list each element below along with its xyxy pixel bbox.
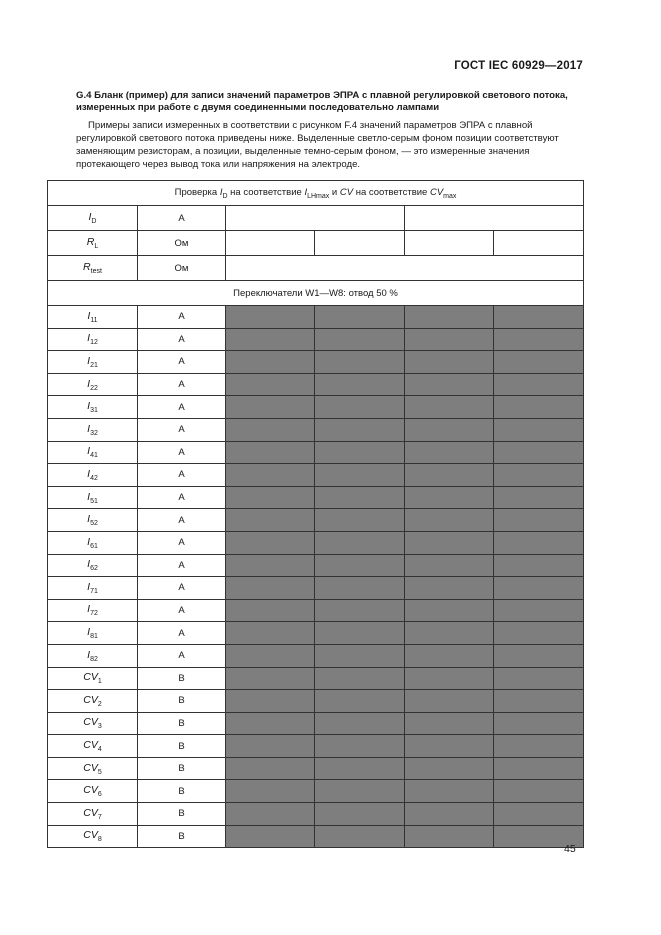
resistor-cell[interactable] [315,231,405,256]
measured-value-cell[interactable] [494,712,584,735]
measured-value-cell[interactable] [494,373,584,396]
switches-label: Переключатели W1—W8: отвод 50 % [48,281,584,306]
quantity-symbol: $I_{32}$ [48,418,138,441]
measured-value-cell[interactable] [226,306,315,329]
measured-value-cell[interactable] [226,328,315,351]
measured-value-cell[interactable] [226,486,315,509]
measured-value-cell[interactable] [494,351,584,374]
table-row [48,735,584,758]
quantity-symbol: $I_{62}$ [48,554,138,577]
section-heading: G.4 Бланк (пример) для записи значений параметров ЭПРА с плавной регулировкой светового потока, измеренных при работе с двумя соединенными последовательно лампами [76,90,568,113]
quantity-symbol: $CV_5$ [48,757,138,780]
measured-value-cell[interactable] [405,464,494,487]
quantity-unit: В [138,757,226,780]
section-paragraph: Примеры записи измеренных в соответствии с рисунком F.4 значений параметров ЭПРА с плавной регулировкой светового потока приведены ниже. Выделенные светло-серым фоном позиции соответствуют заменяющим резисторам, а позиции, выделенные темно-серым фоном, — это измеренные значения протекающего через вывод тока или напряжения на электроде. [76,120,559,170]
measured-value-cell[interactable] [405,622,494,645]
measured-value-cell[interactable] [494,735,584,758]
measured-value-cell[interactable] [226,690,315,713]
measured-value-cell[interactable] [315,667,405,690]
measured-value-cell[interactable] [494,757,584,780]
table-row [48,825,584,848]
measured-value-cell[interactable] [226,351,315,374]
quantity-unit: А [138,418,226,441]
quantity-unit: В [138,825,226,848]
quantity-symbol: $I_{82}$ [48,644,138,667]
measured-value-cell[interactable] [226,712,315,735]
measured-value-cell[interactable] [226,531,315,554]
quantity-unit: А [138,441,226,464]
table-row [48,599,584,622]
measured-value-cell[interactable] [405,418,494,441]
param-symbol: $R_{test}$ [48,256,138,281]
measured-value-cell[interactable] [494,396,584,419]
measured-value-cell[interactable] [315,464,405,487]
table-row [48,531,584,554]
quantity-unit: А [138,328,226,351]
measurement-form-table [47,180,584,848]
measured-value-cell[interactable] [494,622,584,645]
quantity-symbol: $I_{12}$ [48,328,138,351]
table-row [48,554,584,577]
table-title: Проверка $I_D$ на соответствие $I_{LHmax}$ и CV на соответствие $CV_{max}$ [48,181,584,206]
quantity-symbol: $I_{22}$ [48,373,138,396]
table-row [48,667,584,690]
quantity-unit: А [138,351,226,374]
measured-value-cell[interactable] [405,531,494,554]
measured-value-cell[interactable] [405,306,494,329]
table-row [48,757,584,780]
quantity-symbol: $CV_6$ [48,780,138,803]
quantity-unit: А [138,396,226,419]
measured-value-cell[interactable] [226,780,315,803]
table-row [48,780,584,803]
quantity-symbol: $I_{21}$ [48,351,138,374]
measured-value-cell[interactable] [315,712,405,735]
measured-value-cell[interactable] [315,509,405,532]
quantity-unit: В [138,712,226,735]
measured-value-cell[interactable] [405,509,494,532]
table-row [48,373,584,396]
standard-designation: ГОСТ IEC 60929—2017 [454,60,583,72]
table-row [48,644,584,667]
measured-value-cell[interactable] [226,418,315,441]
measured-value-cell[interactable] [494,441,584,464]
measured-value-cell[interactable] [494,418,584,441]
measured-value-cell[interactable] [405,554,494,577]
quantity-symbol: $CV_4$ [48,735,138,758]
quantity-symbol: $I_{61}$ [48,531,138,554]
quantity-unit: А [138,599,226,622]
quantity-symbol: $I_{52}$ [48,509,138,532]
quantity-unit: А [138,464,226,487]
table-row [48,690,584,713]
quantity-symbol: $I_{72}$ [48,599,138,622]
measured-value-cell[interactable] [315,780,405,803]
quantity-symbol: $I_{41}$ [48,441,138,464]
resistor-cell[interactable] [494,231,584,256]
resistor-cell[interactable] [405,231,494,256]
quantity-unit: А [138,577,226,600]
measured-value-cell[interactable] [494,554,584,577]
measured-value-cell[interactable] [405,803,494,826]
measured-value-cell[interactable] [315,531,405,554]
quantity-symbol: $CV_3$ [48,712,138,735]
measured-value-cell[interactable] [494,486,584,509]
measured-value-cell[interactable] [226,441,315,464]
measured-value-cell[interactable] [315,441,405,464]
measured-value-cell[interactable] [405,351,494,374]
measured-value-cell[interactable] [494,509,584,532]
table-row [48,418,584,441]
quantity-unit: А [138,373,226,396]
table-row [48,441,584,464]
measured-value-cell[interactable] [405,486,494,509]
measured-value-cell[interactable] [315,554,405,577]
measured-value-cell[interactable] [315,373,405,396]
table-row [48,712,584,735]
table-row [48,486,584,509]
measured-value-cell[interactable] [226,554,315,577]
measured-value-cell[interactable] [405,757,494,780]
measured-value-cell[interactable] [226,735,315,758]
measured-value-cell[interactable] [315,396,405,419]
measured-value-cell[interactable] [315,599,405,622]
measured-value-cell[interactable] [405,825,494,848]
quantity-symbol: $I_{31}$ [48,396,138,419]
measured-value-cell[interactable] [494,328,584,351]
measured-value-cell[interactable] [494,780,584,803]
quantity-symbol: $I_{42}$ [48,464,138,487]
quantity-unit: В [138,735,226,758]
measured-value-cell[interactable] [405,441,494,464]
quantity-symbol: $CV_2$ [48,690,138,713]
quantity-symbol: $I_{81}$ [48,622,138,645]
quantity-symbol: $CV_1$ [48,667,138,690]
resistor-cell[interactable] [226,231,315,256]
measured-value-cell[interactable] [315,486,405,509]
quantity-symbol: $CV_7$ [48,803,138,826]
quantity-symbol: $I_{51}$ [48,486,138,509]
measured-value-cell[interactable] [494,599,584,622]
param-row-id [48,206,584,231]
measured-value-cell[interactable] [494,306,584,329]
param-unit: А [138,206,226,231]
measured-value-cell[interactable] [226,509,315,532]
quantity-unit: А [138,644,226,667]
measured-value-cell[interactable] [405,667,494,690]
measured-value-cell[interactable] [405,644,494,667]
value-cell[interactable] [226,206,405,231]
table-row [48,803,584,826]
measured-value-cell[interactable] [315,306,405,329]
measured-value-cell[interactable] [315,690,405,713]
measured-value-cell[interactable] [226,464,315,487]
measured-value-cell[interactable] [226,803,315,826]
table-row [48,351,584,374]
measured-value-cell[interactable] [405,690,494,713]
table-row [48,577,584,600]
quantity-unit: А [138,554,226,577]
measured-value-cell[interactable] [494,667,584,690]
table-row [48,328,584,351]
measured-value-cell[interactable] [226,757,315,780]
measured-value-cell[interactable] [405,780,494,803]
measured-value-cell[interactable] [226,373,315,396]
measured-value-cell[interactable] [315,351,405,374]
measured-value-cell[interactable] [405,577,494,600]
measured-value-cell[interactable] [405,328,494,351]
resistor-cell[interactable] [226,256,584,281]
measured-value-cell[interactable] [405,735,494,758]
quantity-unit: В [138,780,226,803]
measured-value-cell[interactable] [226,825,315,848]
quantity-symbol: $I_{71}$ [48,577,138,600]
param-symbol: $I_D$ [48,206,138,231]
quantity-unit: А [138,622,226,645]
measured-value-cell[interactable] [315,825,405,848]
quantity-unit: А [138,306,226,329]
measured-value-cell[interactable] [315,577,405,600]
param-unit: Ом [138,231,226,256]
measured-value-cell[interactable] [226,599,315,622]
measured-value-cell[interactable] [494,577,584,600]
measured-value-cell[interactable] [405,712,494,735]
quantity-unit: В [138,803,226,826]
quantity-unit: В [138,667,226,690]
measured-value-cell[interactable] [315,622,405,645]
table-row [48,464,584,487]
measured-value-cell[interactable] [226,622,315,645]
measured-value-cell[interactable] [405,599,494,622]
table-row [48,622,584,645]
measured-value-cell[interactable] [315,735,405,758]
measured-value-cell[interactable] [315,328,405,351]
quantity-unit: А [138,486,226,509]
page-number: 45 [564,843,576,855]
measured-value-cell[interactable] [494,803,584,826]
value-cell[interactable] [405,206,584,231]
param-row-rl [48,231,584,256]
measured-value-cell[interactable] [315,803,405,826]
param-unit: Ом [138,256,226,281]
measured-value-cell[interactable] [315,757,405,780]
param-row-rtest [48,256,584,281]
measured-value-cell[interactable] [226,577,315,600]
measured-value-cell[interactable] [494,644,584,667]
measured-value-cell[interactable] [226,667,315,690]
quantity-unit: В [138,690,226,713]
quantity-unit: А [138,509,226,532]
param-symbol: $R_L$ [48,231,138,256]
table-row [48,306,584,329]
measured-value-cell[interactable] [226,644,315,667]
table-row [48,396,584,419]
measured-value-cell[interactable] [226,396,315,419]
quantity-unit: А [138,531,226,554]
quantity-symbol: $CV_8$ [48,825,138,848]
quantity-symbol: $I_{11}$ [48,306,138,329]
measured-value-cell[interactable] [315,644,405,667]
measured-value-cell[interactable] [405,373,494,396]
measured-value-cell[interactable] [405,396,494,419]
table-row [48,509,584,532]
measured-value-cell[interactable] [494,531,584,554]
measured-value-cell[interactable] [494,464,584,487]
measured-value-cell[interactable] [494,690,584,713]
measured-value-cell[interactable] [315,418,405,441]
